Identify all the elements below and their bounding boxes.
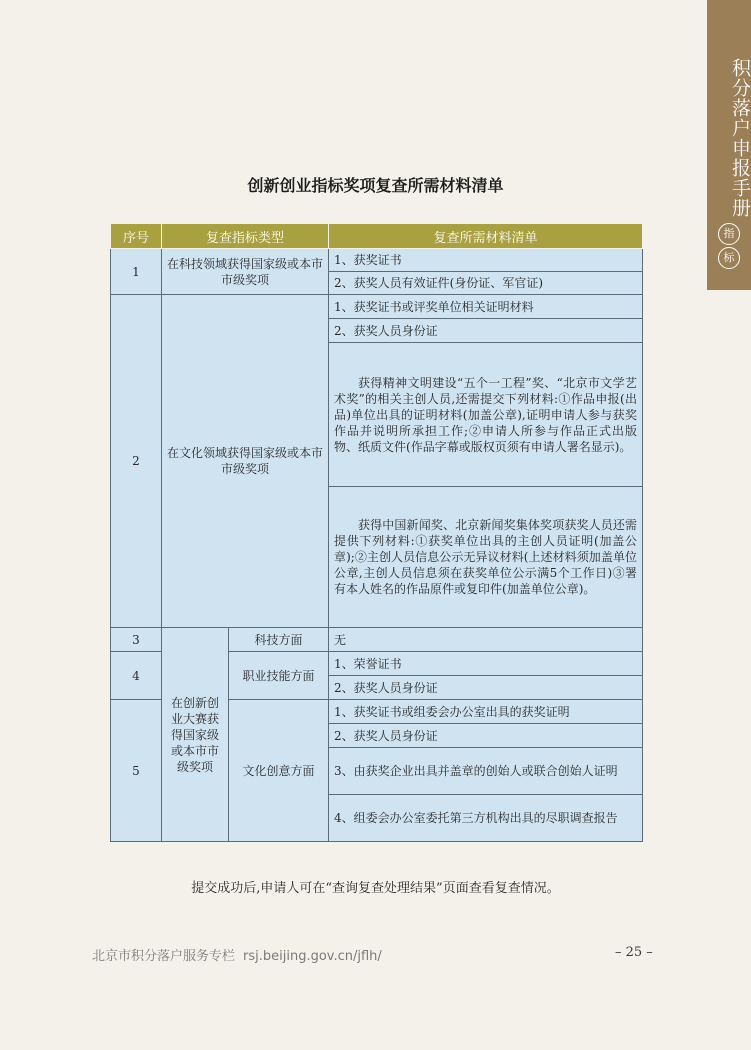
subcategory-cell: 科技方面 — [229, 628, 329, 652]
material-item: 4、组委会办公室委托第三方机构出具的尽职调查报告 — [329, 795, 643, 842]
material-item: 2、获奖人员身份证 — [329, 319, 643, 343]
header-materials: 复查所需材料清单 — [329, 224, 643, 249]
material-item: 3、由获奖企业出具并盖章的创始人或联合创始人证明 — [329, 748, 643, 795]
category-cell: 在文化领域获得国家级或本市市级奖项 — [162, 295, 329, 628]
material-item: 1、获奖证书 — [329, 249, 643, 272]
footer-url[interactable]: rsj.beijing.gov.cn/jflh/ — [243, 949, 382, 964]
subcategory-cell: 文化创意方面 — [229, 700, 329, 842]
material-paragraph: 获得精神文明建设“五个一工程”奖、“北京市文学艺术奖”的相关主创人员,还需提交下列材料:①作品申报(出品)单位出具的证明材料(加盖公章),证明申请人参与获奖作品并说明所承担工作;②申请人所参与作品正式出版物、纸质文件(作品字幕或版权页须有申请人署名显示)。 — [329, 343, 643, 487]
row-number: 3 — [111, 628, 162, 652]
material-item: 2、获奖人员身份证 — [329, 676, 643, 700]
category-cell: 在创新创业大赛获得国家级或本市市级奖项 — [162, 628, 229, 842]
table-row — [111, 295, 643, 319]
category-cell: 在科技领域获得国家级或本市市级奖项 — [162, 249, 329, 295]
header-no: 序号 — [111, 224, 162, 249]
materials-table — [110, 223, 643, 842]
material-item: 1、获奖证书或组委会办公室出具的获奖证明 — [329, 700, 643, 724]
material-paragraph: 获得中国新闻奖、北京新闻奖集体奖项获奖人员还需提供下列材料:①获奖单位出具的主创人员证明(加盖公章);②主创人员信息公示无异议材料(上述材料须加盖单位公章,主创人员信息须在获奖单位公示满5个工作日)③署有本人姓名的作品原件或复印件(加盖单位公章)。 — [329, 487, 643, 628]
subcategory-cell: 职业技能方面 — [229, 652, 329, 700]
table-row — [111, 249, 643, 272]
row-number: 4 — [111, 652, 162, 700]
row-number: 1 — [111, 249, 162, 295]
handbook-title: 积分落户申报手册 — [729, 58, 751, 218]
badge-char-2: 标 — [718, 247, 740, 269]
row-number: 5 — [111, 700, 162, 842]
material-item: 1、荣誉证书 — [329, 652, 643, 676]
submit-note: 提交成功后,申请人可在“查询复查处理结果”页面查看复查情况。 — [191, 881, 560, 896]
footer-column — [92, 945, 382, 964]
material-item: 2、获奖人员身份证 — [329, 724, 643, 748]
row-number: 2 — [111, 295, 162, 628]
material-item: 无 — [329, 628, 643, 652]
table-header-row — [111, 224, 643, 249]
material-item: 1、获奖证书或评奖单位相关证明材料 — [329, 295, 643, 319]
table-row — [111, 628, 643, 652]
page-number: – 25 – — [615, 945, 653, 960]
section-side-tab — [707, 0, 751, 290]
material-item: 2、获奖人员有效证件(身份证、军官证) — [329, 272, 643, 295]
page-title: 创新创业指标奖项复查所需材料清单 — [247, 176, 504, 195]
section-badge — [707, 222, 751, 270]
badge-char-1: 指 — [718, 223, 740, 245]
header-category: 复查指标类型 — [162, 224, 329, 249]
footer-column-name: 北京市积分落户服务专栏 — [92, 949, 236, 964]
